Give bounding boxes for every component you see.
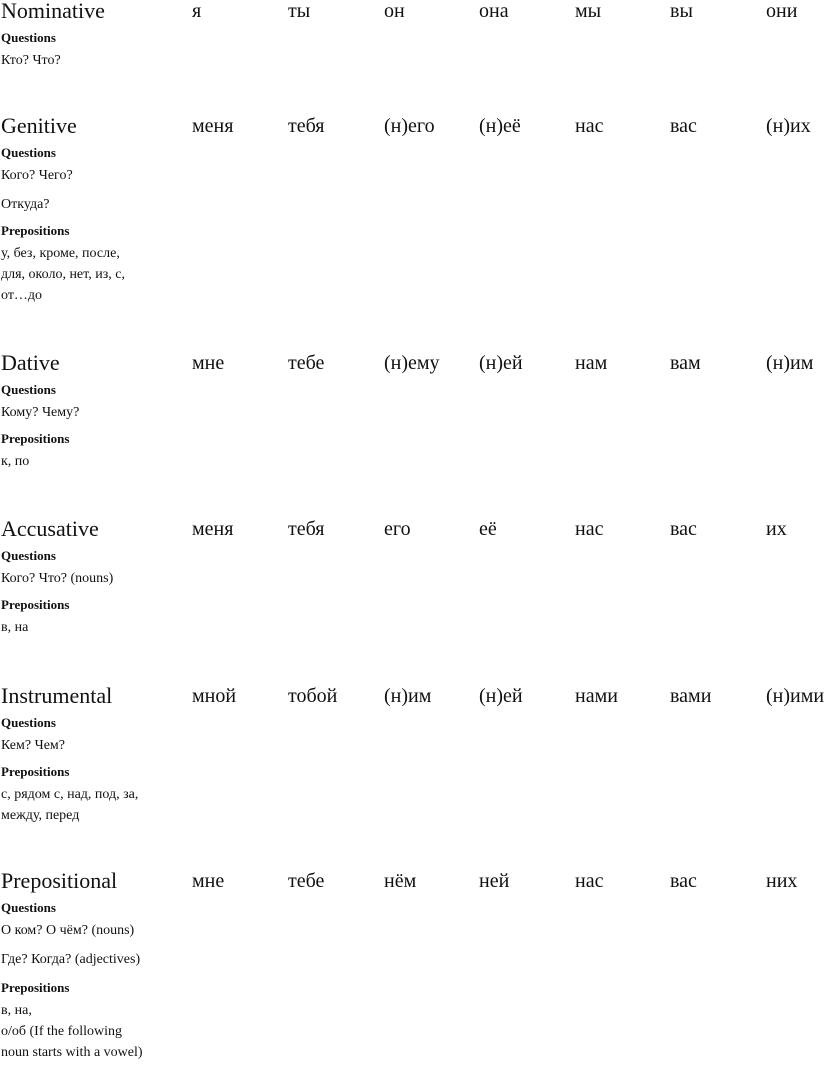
pronoun-vy: вас: [670, 870, 697, 892]
pronoun-my: нас: [575, 115, 604, 137]
pronoun-oni: них: [766, 870, 798, 892]
pronoun-ty: тобой: [288, 685, 338, 707]
case-name: Accusative: [1, 516, 99, 541]
questions-label: Questions: [1, 145, 56, 160]
preposition-text: в, на,: [1, 1003, 32, 1018]
preposition-text: для, около, нет, из, с,: [1, 267, 125, 282]
questions-label: Questions: [1, 382, 56, 397]
pronoun-my: нам: [575, 352, 608, 374]
pronoun-vy: вам: [670, 352, 701, 374]
questions-label: Questions: [1, 900, 56, 915]
pronoun-vy: вами: [670, 685, 712, 707]
question-text: Кем? Чем?: [1, 738, 65, 753]
question-text: Кто? Что?: [1, 53, 61, 68]
pronoun-my: мы: [575, 0, 602, 22]
pronoun-ty: тебя: [288, 115, 325, 137]
pronoun-on: нём: [384, 870, 417, 892]
case-info: [1, 145, 171, 306]
questions-label: Questions: [1, 548, 56, 563]
question-text: Откуда?: [1, 197, 50, 212]
pronoun-ya: мне: [192, 352, 225, 374]
pronoun-oni: они: [766, 0, 798, 22]
prepositions-label: Prepositions: [1, 431, 70, 446]
pronoun-oni: (н)им: [766, 352, 814, 374]
question-text: Кого? Чего?: [1, 168, 73, 183]
preposition-text: к, по: [1, 454, 30, 469]
preposition-text: в, на: [1, 620, 29, 635]
question-text: Где? Когда? (adjectives): [1, 952, 141, 967]
pronoun-oni: (н)их: [766, 115, 811, 137]
prepositions-label: Prepositions: [1, 764, 70, 779]
pronoun-ya: меня: [192, 115, 234, 137]
case-info: [1, 30, 171, 79]
case-name: Instrumental: [1, 683, 113, 708]
prepositions-label: Prepositions: [1, 597, 70, 612]
preposition-text: от…до: [1, 288, 43, 303]
pronoun-ya: я: [192, 0, 202, 22]
pronoun-ona: (н)её: [479, 115, 521, 137]
pronoun-ya: меня: [192, 518, 234, 540]
pronoun-vy: вы: [670, 0, 693, 22]
question-text: Кого? Что? (nouns): [1, 571, 114, 586]
pronoun-on: его: [384, 518, 411, 540]
case-name: Genitive: [1, 113, 77, 138]
pronoun-my: нами: [575, 685, 618, 707]
pronoun-vy: вас: [670, 115, 697, 137]
pronoun-ty: ты: [288, 0, 311, 22]
pronoun-ya: мной: [192, 685, 237, 707]
case-name: Prepositional: [1, 868, 118, 893]
pronoun-on: (н)его: [384, 115, 435, 137]
case-info: [1, 900, 171, 1063]
case-info: [1, 548, 171, 646]
pronoun-my: нас: [575, 518, 604, 540]
case-info: [1, 382, 171, 480]
preposition-text: у, без, кроме, после,: [1, 246, 120, 261]
questions-label: Questions: [1, 30, 56, 45]
prepositions-label: Prepositions: [1, 980, 70, 995]
preposition-text: noun starts with a vowel): [1, 1045, 143, 1060]
pronoun-ty: тебе: [288, 870, 325, 892]
pronoun-ona: её: [479, 518, 497, 540]
pronoun-vy: вас: [670, 518, 697, 540]
pronoun-ya: мне: [192, 870, 225, 892]
pronoun-oni: их: [766, 518, 787, 540]
preposition-text: с, рядом с, над, под, за,: [1, 787, 139, 802]
pronoun-my: нас: [575, 870, 604, 892]
pronoun-ona: (н)ей: [479, 685, 523, 707]
case-name: Nominative: [1, 0, 105, 23]
preposition-text: о/об (If the following: [1, 1024, 123, 1039]
preposition-text: между, перед: [1, 808, 80, 823]
pronoun-ty: тебя: [288, 518, 325, 540]
questions-label: Questions: [1, 715, 56, 730]
question-text: Кому? Чему?: [1, 405, 80, 420]
pronoun-oni: (н)ими: [766, 685, 825, 707]
case-info: [1, 715, 171, 826]
pronoun-on: он: [384, 0, 405, 22]
case-name: Dative: [1, 350, 60, 375]
prepositions-label: Prepositions: [1, 223, 70, 238]
pronoun-on: (н)им: [384, 685, 432, 707]
pronoun-on: (н)ему: [384, 352, 440, 374]
pronoun-ona: (н)ей: [479, 352, 523, 374]
question-text: О ком? О чём? (nouns): [1, 923, 135, 938]
pronoun-ona: она: [479, 0, 509, 22]
pronoun-ty: тебе: [288, 352, 325, 374]
pronoun-ona: ней: [479, 870, 510, 892]
